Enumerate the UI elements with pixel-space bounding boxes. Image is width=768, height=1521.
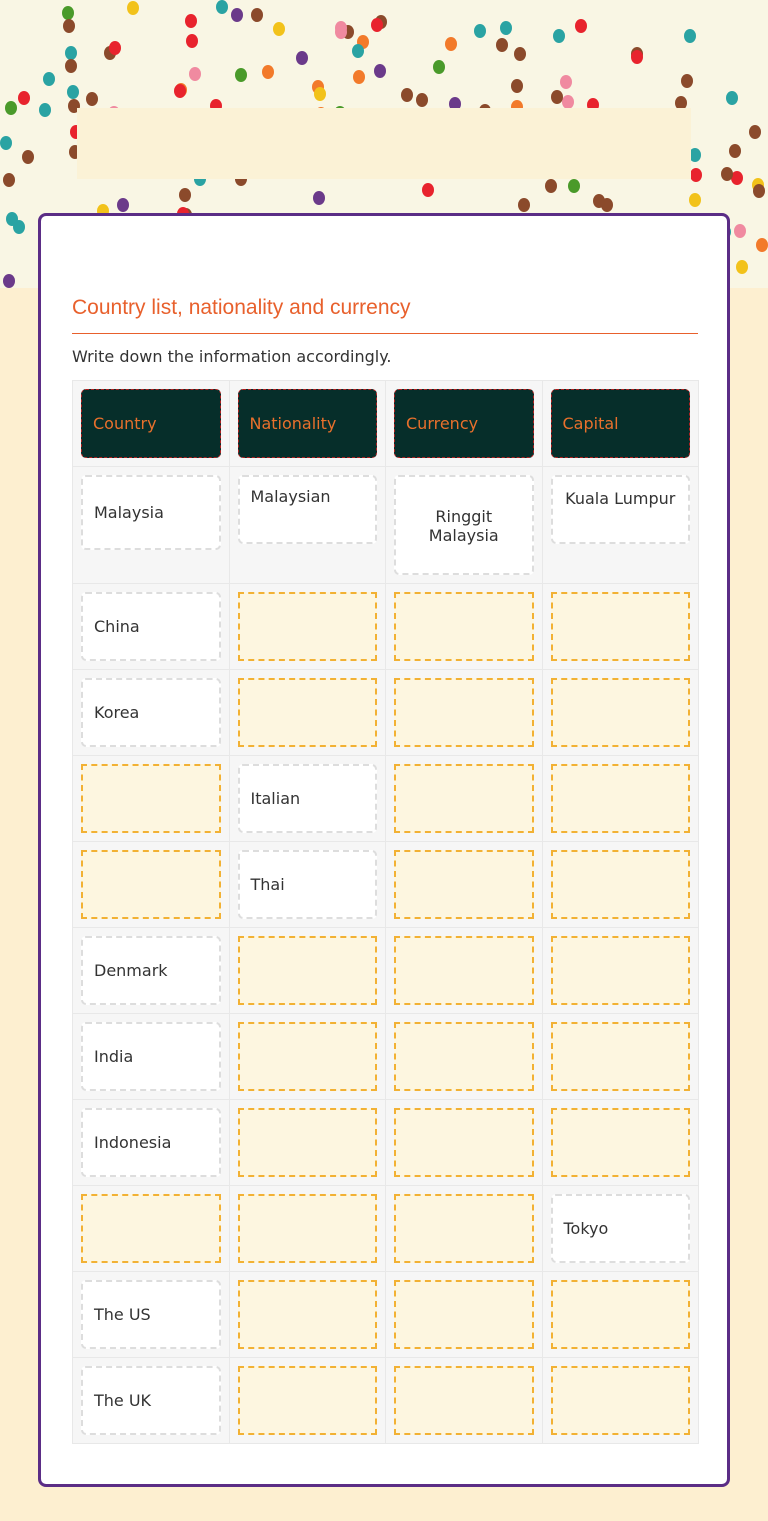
instructions: Write down the information accordingly. (72, 347, 392, 366)
table-row (73, 842, 699, 928)
confetti-dot (235, 68, 247, 82)
confetti-dot (562, 95, 574, 109)
answer-input-currency[interactable] (394, 1022, 534, 1091)
answer-input-nationality[interactable] (238, 1022, 378, 1091)
confetti-dot (518, 198, 530, 212)
confetti-dot (514, 47, 526, 61)
table-cell (229, 1272, 386, 1358)
given-answer: Malaysia (81, 475, 221, 550)
confetti-dot (109, 41, 121, 55)
table-cell (229, 1186, 386, 1272)
confetti-dot (39, 103, 51, 117)
table-cell (386, 670, 543, 756)
header-cell (229, 381, 386, 467)
column-header-currency: Currency (394, 389, 534, 458)
answer-input-nationality[interactable] (238, 678, 378, 747)
given-answer: Kuala Lumpur (551, 475, 691, 544)
confetti-dot (3, 173, 15, 187)
confetti-dot (117, 198, 129, 212)
table-row (73, 756, 699, 842)
confetti-dot (753, 184, 765, 198)
confetti-dot (352, 44, 364, 58)
table-row (73, 1014, 699, 1100)
table-cell (229, 1014, 386, 1100)
answer-input-currency[interactable] (394, 592, 534, 661)
confetti-dot (474, 24, 486, 38)
table-row (73, 670, 699, 756)
confetti-dot (185, 14, 197, 28)
table-cell (73, 1100, 230, 1186)
confetti-dot (433, 60, 445, 74)
table-cell (386, 928, 543, 1014)
answer-input-capital[interactable] (551, 1108, 691, 1177)
confetti-dot (179, 188, 191, 202)
table-cell (386, 1358, 543, 1444)
confetti-dot (422, 183, 434, 197)
confetti-dot (62, 6, 74, 20)
column-header-country: Country (81, 389, 221, 458)
header-cell (73, 381, 230, 467)
confetti-dot (371, 18, 383, 32)
table-cell (73, 584, 230, 670)
table-cell (386, 584, 543, 670)
answer-input-currency[interactable] (394, 678, 534, 747)
table-cell (73, 1014, 230, 1100)
header-cell (386, 381, 543, 467)
given-answer: Ringgit Malaysia (394, 475, 534, 575)
header-row (73, 381, 699, 467)
table-cell (386, 756, 543, 842)
table-cell (73, 1186, 230, 1272)
column-header-nationality: Nationality (238, 389, 378, 458)
table-cell (542, 1358, 699, 1444)
answer-input-nationality[interactable] (238, 1194, 378, 1263)
answer-input-currency[interactable] (394, 1108, 534, 1177)
table-cell (386, 467, 543, 584)
given-answer: Indonesia (81, 1108, 221, 1177)
answer-input-capital[interactable] (551, 678, 691, 747)
table-cell (542, 584, 699, 670)
confetti-dot (63, 19, 75, 33)
confetti-dot (127, 1, 139, 15)
table-cell (386, 842, 543, 928)
table-cell (542, 928, 699, 1014)
answer-input-nationality[interactable] (238, 592, 378, 661)
worksheet-title: Country list, nationality and currency (72, 296, 411, 319)
table-cell (386, 1186, 543, 1272)
given-answer: Korea (81, 678, 221, 747)
confetti-dot (5, 101, 17, 115)
confetti-dot (631, 50, 643, 64)
table-cell (229, 842, 386, 928)
table-cell (386, 1100, 543, 1186)
confetti-dot (314, 87, 326, 101)
given-answer: Malaysian (238, 475, 378, 544)
answer-input-capital[interactable] (551, 764, 691, 833)
confetti-dot (296, 51, 308, 65)
confetti-dot (756, 238, 768, 252)
confetti-dot (13, 220, 25, 234)
table-cell (386, 1014, 543, 1100)
confetti-dot (496, 38, 508, 52)
confetti-dot (335, 21, 347, 35)
answer-input-nationality[interactable] (238, 1108, 378, 1177)
column-header-capital: Capital (551, 389, 691, 458)
confetti-dot (416, 93, 428, 107)
table-row (73, 1100, 699, 1186)
confetti-dot (186, 34, 198, 48)
answer-input-currency[interactable] (394, 1194, 534, 1263)
confetti-dot (726, 91, 738, 105)
answer-input-nationality[interactable] (238, 936, 378, 1005)
answer-input-nationality[interactable] (238, 1280, 378, 1349)
confetti-dot (729, 144, 741, 158)
table-cell (542, 842, 699, 928)
answer-input-capital[interactable] (551, 850, 691, 919)
confetti-dot (511, 79, 523, 93)
title-banner (77, 108, 691, 179)
table-row (73, 1358, 699, 1444)
confetti-dot (262, 65, 274, 79)
confetti-dot (65, 59, 77, 73)
title-divider (72, 333, 698, 334)
table-cell (542, 467, 699, 584)
answer-input-currency[interactable] (394, 1280, 534, 1349)
table-cell (542, 670, 699, 756)
confetti-dot (593, 194, 605, 208)
given-answer: India (81, 1022, 221, 1091)
given-answer: Thai (238, 850, 378, 919)
confetti-dot (189, 67, 201, 81)
confetti-dot (251, 8, 263, 22)
table-row (73, 928, 699, 1014)
confetti-dot (545, 179, 557, 193)
answer-input-currency[interactable] (394, 1366, 534, 1435)
table-cell (73, 1272, 230, 1358)
worksheet-card (38, 213, 730, 1487)
confetti-dot (445, 37, 457, 51)
confetti-dot (734, 224, 746, 238)
answer-input-capital[interactable] (551, 592, 691, 661)
confetti-dot (353, 70, 365, 84)
answer-input-capital[interactable] (551, 1366, 691, 1435)
confetti-dot (43, 72, 55, 86)
confetti-dot (231, 8, 243, 22)
answer-input-nationality[interactable] (238, 1366, 378, 1435)
confetti-dot (0, 136, 12, 150)
confetti-dot (684, 29, 696, 43)
table-cell (542, 1014, 699, 1100)
table-cell (73, 756, 230, 842)
confetti-dot (67, 85, 79, 99)
confetti-dot (568, 179, 580, 193)
table-cell (229, 670, 386, 756)
table-cell (542, 1100, 699, 1186)
answer-input-currency[interactable] (394, 936, 534, 1005)
table-row (73, 1186, 699, 1272)
worksheet-table (72, 380, 699, 1444)
confetti-dot (721, 167, 733, 181)
confetti-dot (374, 64, 386, 78)
table-cell (542, 756, 699, 842)
table-cell (229, 467, 386, 584)
table-cell (229, 584, 386, 670)
confetti-dot (401, 88, 413, 102)
answer-input-capital[interactable] (551, 936, 691, 1005)
answer-input-currency[interactable] (394, 764, 534, 833)
answer-input-currency[interactable] (394, 850, 534, 919)
header-cell (542, 381, 699, 467)
table-cell (229, 1100, 386, 1186)
table-row (73, 584, 699, 670)
confetti-dot (3, 274, 15, 288)
confetti-dot (500, 21, 512, 35)
given-answer: Tokyo (551, 1194, 691, 1263)
table-cell (73, 842, 230, 928)
confetti-dot (551, 90, 563, 104)
confetti-dot (575, 19, 587, 33)
answer-input-country[interactable] (81, 764, 221, 833)
table-cell (73, 467, 230, 584)
table-cell (73, 928, 230, 1014)
table-cell (542, 1272, 699, 1358)
table-cell (229, 756, 386, 842)
table-cell (229, 928, 386, 1014)
given-answer: Italian (238, 764, 378, 833)
table-cell (229, 1358, 386, 1444)
table-row (73, 1272, 699, 1358)
table-cell (386, 1272, 543, 1358)
confetti-dot (86, 92, 98, 106)
table-cell (73, 670, 230, 756)
given-answer: Denmark (81, 936, 221, 1005)
confetti-dot (736, 260, 748, 274)
answer-input-capital[interactable] (551, 1280, 691, 1349)
confetti-dot (749, 125, 761, 139)
given-answer: The UK (81, 1366, 221, 1435)
confetti-dot (18, 91, 30, 105)
answer-input-country[interactable] (81, 1194, 221, 1263)
confetti-dot (681, 74, 693, 88)
confetti-dot (22, 150, 34, 164)
table-cell (542, 1186, 699, 1272)
confetti-dot (65, 46, 77, 60)
answer-input-capital[interactable] (551, 1022, 691, 1091)
given-answer: The US (81, 1280, 221, 1349)
confetti-dot (313, 191, 325, 205)
confetti-dot (690, 168, 702, 182)
confetti-dot (553, 29, 565, 43)
confetti-dot (174, 84, 186, 98)
answer-input-country[interactable] (81, 850, 221, 919)
confetti-dot (560, 75, 572, 89)
table-row (73, 467, 699, 584)
confetti-dot (689, 193, 701, 207)
table-cell (73, 1358, 230, 1444)
confetti-dot (216, 0, 228, 14)
confetti-dot (273, 22, 285, 36)
given-answer: China (81, 592, 221, 661)
